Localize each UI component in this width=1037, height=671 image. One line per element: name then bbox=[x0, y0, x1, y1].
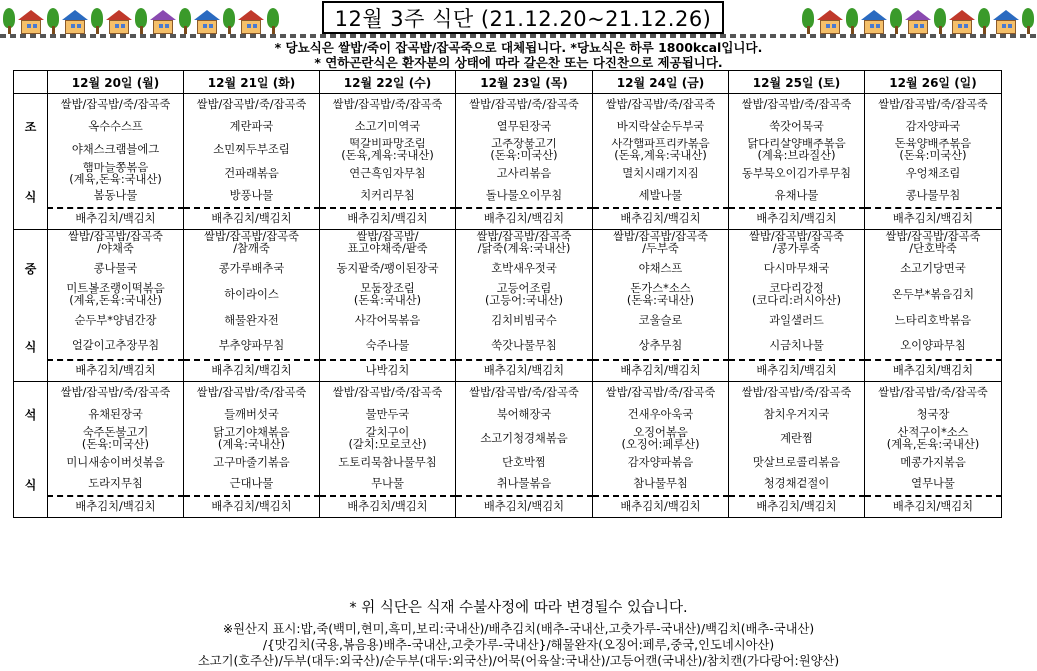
page-title: 12월 3주 식단 (21.12.20~21.12.26) bbox=[322, 1, 724, 34]
menu-body bbox=[14, 94, 1002, 518]
menu-cell: 쌀밥/잡곡밥/죽/잡곡죽 bbox=[48, 94, 184, 116]
meal-label-cell: 식 bbox=[14, 474, 48, 496]
lunch-row bbox=[14, 256, 1002, 282]
menu-cell: 배추김치/백김치 bbox=[184, 208, 320, 230]
tree-icon bbox=[889, 6, 903, 36]
menu-cell: 쌀밥/잡곡밥/죽/잡곡죽 bbox=[456, 382, 593, 404]
dinner-row bbox=[14, 426, 1002, 452]
menu-cell: 쌀밥/잡곡밥/죽/잡곡죽 bbox=[593, 382, 729, 404]
menu-cell: 멸치시래기지짐 bbox=[593, 162, 729, 186]
house-icon bbox=[817, 10, 843, 34]
menu-cell: 미트볼조랭이떡볶음 (계육,돈육:국내산) bbox=[48, 282, 184, 308]
menu-cell: 쌀밥/잡곡밥/잡곡죽 /참깨죽 bbox=[184, 230, 320, 256]
menu-cell: 배추김치/백김치 bbox=[320, 208, 456, 230]
menu-cell: 맛살브로콜리볶음 bbox=[729, 452, 865, 474]
breakfast-row bbox=[14, 162, 1002, 186]
menu-cell: 고등어조림 (고등어:국내산) bbox=[456, 282, 593, 308]
menu-cell: 무나물 bbox=[320, 474, 456, 496]
house-icon bbox=[194, 10, 220, 34]
menu-cell: 열무나물 bbox=[865, 474, 1002, 496]
header-banner bbox=[0, 0, 1037, 36]
menu-cell: 돈가스*소스 (돈육:국내산) bbox=[593, 282, 729, 308]
menu-cell: 쌀밥/잡곡밥/잡곡죽 /닭죽(계육:국내산) bbox=[456, 230, 593, 256]
menu-cell: 얼갈이고추장무침 bbox=[48, 334, 184, 360]
menu-cell: 들깨버섯국 bbox=[184, 404, 320, 426]
meal-label-cell bbox=[14, 230, 48, 256]
origin-info bbox=[0, 621, 1037, 669]
menu-cell: 순두부*양념간장 bbox=[48, 308, 184, 334]
menu-cell: 쌀밥/잡곡밥/잡곡죽 /콩가루죽 bbox=[729, 230, 865, 256]
menu-cell: 유채나물 bbox=[729, 186, 865, 208]
menu-cell: 계란파국 bbox=[184, 116, 320, 138]
menu-cell: 세발나물 bbox=[593, 186, 729, 208]
menu-cell: 쌀밥/잡곡밥/죽/잡곡죽 bbox=[320, 94, 456, 116]
meal-label-cell bbox=[14, 94, 48, 116]
menu-cell: 감자양파볶음 bbox=[593, 452, 729, 474]
dinner-row bbox=[14, 474, 1002, 496]
day-header: 12월 21일 (화) bbox=[184, 71, 320, 94]
menu-cell: 배추김치/백김치 bbox=[456, 360, 593, 382]
menu-cell: 쌀밥/잡곡밥/죽/잡곡죽 bbox=[184, 382, 320, 404]
menu-cell: 배추김치/백김치 bbox=[320, 496, 456, 518]
menu-cell: 청국장 bbox=[865, 404, 1002, 426]
menu-cell: 쑥갓어묵국 bbox=[729, 116, 865, 138]
menu-cell: 동지팥죽/팽이된장국 bbox=[320, 256, 456, 282]
menu-cell: 배추김치/백김치 bbox=[865, 496, 1002, 518]
menu-cell: 소고기당면국 bbox=[865, 256, 1002, 282]
menu-cell: 쌀밥/잡곡밥/잡곡죽 /단호박죽 bbox=[865, 230, 1002, 256]
tree-icon bbox=[266, 6, 280, 36]
menu-cell: 호박새우젓국 bbox=[456, 256, 593, 282]
menu-cell: 배추김치/백김치 bbox=[865, 208, 1002, 230]
menu-cell: 하이라이스 bbox=[184, 282, 320, 308]
menu-cell: 미니새송이버섯볶음 bbox=[48, 452, 184, 474]
menu-cell: 배추김치/백김치 bbox=[593, 360, 729, 382]
house-icon bbox=[238, 10, 264, 34]
lunch-row bbox=[14, 308, 1002, 334]
menu-cell: 배추김치/백김치 bbox=[184, 496, 320, 518]
menu-cell: 배추김치/백김치 bbox=[729, 208, 865, 230]
menu-cell: 해물완자전 bbox=[184, 308, 320, 334]
menu-cell: 근대나물 bbox=[184, 474, 320, 496]
menu-cell: 도라지무침 bbox=[48, 474, 184, 496]
day-header: 12월 24일 (금) bbox=[593, 71, 729, 94]
day-header-row bbox=[14, 71, 1002, 94]
menu-cell: 배추김치/백김치 bbox=[593, 496, 729, 518]
meal-label-cell bbox=[14, 452, 48, 474]
house-icon bbox=[106, 10, 132, 34]
menu-cell: 건파래볶음 bbox=[184, 162, 320, 186]
menu-cell: 숙주돈불고기 (돈육:미국산) bbox=[48, 426, 184, 452]
house-icon bbox=[150, 10, 176, 34]
menu-cell: 배추김치/백김치 bbox=[729, 496, 865, 518]
menu-cell: 쌀밥/잡곡밥/죽/잡곡죽 bbox=[729, 382, 865, 404]
menu-cell: 계란찜 bbox=[729, 426, 865, 452]
menu-cell: 야채스크램블에그 bbox=[48, 138, 184, 162]
decoration-right bbox=[801, 0, 1035, 36]
menu-cell: 쑥갓나물무침 bbox=[456, 334, 593, 360]
meal-label-cell bbox=[14, 496, 48, 518]
menu-cell: 쌀밥/잡곡밥/죽/잡곡죽 bbox=[48, 382, 184, 404]
house-icon bbox=[993, 10, 1019, 34]
meal-label-cell bbox=[14, 138, 48, 162]
menu-cell: 배추김치/백김치 bbox=[865, 360, 1002, 382]
meal-label-cell: 석 bbox=[14, 404, 48, 426]
menu-cell: 메콩가지볶음 bbox=[865, 452, 1002, 474]
origin-line: ※원산지 표시:밥,죽(백미,현미,흑미,보리:국내산)/배추김치(배추-국내산,고춧가루-국내산)/백김치(배추-국내산) bbox=[222, 622, 815, 636]
menu-cell: 갈치구이 (갈치:모로코산) bbox=[320, 426, 456, 452]
menu-cell: 고사리볶음 bbox=[456, 162, 593, 186]
house-icon bbox=[949, 10, 975, 34]
menu-cell: 쌀밥/잡곡밥/죽/잡곡죽 bbox=[729, 94, 865, 116]
meal-label-cell: 조 bbox=[14, 116, 48, 138]
menu-cell: 쌀밥/잡곡밥/죽/잡곡죽 bbox=[320, 382, 456, 404]
menu-cell: 소민찌두부조림 bbox=[184, 138, 320, 162]
menu-cell: 쌀밥/잡곡밥/죽/잡곡죽 bbox=[865, 382, 1002, 404]
tree-icon bbox=[933, 6, 947, 36]
breakfast-row bbox=[14, 116, 1002, 138]
menu-cell: 나박김치 bbox=[320, 360, 456, 382]
tree-icon bbox=[46, 6, 60, 36]
menu-cell: 배추김치/백김치 bbox=[184, 360, 320, 382]
tree-icon bbox=[178, 6, 192, 36]
menu-cell: 우엉채조림 bbox=[865, 162, 1002, 186]
menu-cell: 다시마무채국 bbox=[729, 256, 865, 282]
menu-cell: 떡갈비파망조림 (돈육,계육:국내산) bbox=[320, 138, 456, 162]
menu-cell: 사각햄파프리카볶음 (돈육,계육:국내산) bbox=[593, 138, 729, 162]
menu-cell: 배추김치/백김치 bbox=[456, 208, 593, 230]
menu-cell: 바지락살순두부국 bbox=[593, 116, 729, 138]
menu-cell: 배추김치/백김치 bbox=[48, 360, 184, 382]
menu-cell: 닭다리살양배추볶음 (계육:브라질산) bbox=[729, 138, 865, 162]
origin-line: 소고기(호주산)/두부(대두:외국산)/순두부(대두:외국산)/어묵(어육살:국내산)/고등어캔(국내산)/참치캔(가다랑어:원양산) bbox=[197, 654, 840, 668]
dinner-row bbox=[14, 496, 1002, 518]
lunch-row bbox=[14, 334, 1002, 360]
menu-cell: 쌀밥/잡곡밥/죽/잡곡죽 bbox=[593, 94, 729, 116]
dinner-row bbox=[14, 382, 1002, 404]
menu-cell: 북어해장국 bbox=[456, 404, 593, 426]
lunch-row bbox=[14, 230, 1002, 256]
menu-cell: 방풍나물 bbox=[184, 186, 320, 208]
meal-label-cell: 식 bbox=[14, 186, 48, 208]
menu-cell: 콩나물국 bbox=[48, 256, 184, 282]
menu-cell: 부추양파무침 bbox=[184, 334, 320, 360]
menu-cell: 돈육양배추볶음 (돈육:미국산) bbox=[865, 138, 1002, 162]
day-header: 12월 26일 (일) bbox=[865, 71, 1002, 94]
menu-cell: 물만두국 bbox=[320, 404, 456, 426]
menu-cell: 온두부*볶음김치 bbox=[865, 282, 1002, 308]
menu-cell: 쌀밥/잡곡밥/죽/잡곡죽 bbox=[865, 94, 1002, 116]
menu-cell: 숙주나물 bbox=[320, 334, 456, 360]
menu-cell: 모둠장조림 (돈육:국내산) bbox=[320, 282, 456, 308]
menu-cell: 배추김치/백김치 bbox=[48, 496, 184, 518]
notice-diabetic: * 당뇨식은 쌀밥/죽이 잡곡밥/잡곡죽으로 대체됩니다. *당뇨식은 하루 1800kcal입니다. bbox=[274, 40, 763, 55]
menu-cell: 감자양파국 bbox=[865, 116, 1002, 138]
house-icon bbox=[905, 10, 931, 34]
menu-cell: 콩가루배추국 bbox=[184, 256, 320, 282]
menu-cell: 쌀밥/잡곡밥/잡곡죽 /두부죽 bbox=[593, 230, 729, 256]
breakfast-row bbox=[14, 208, 1002, 230]
menu-cell: 김치비빔국수 bbox=[456, 308, 593, 334]
menu-cell: 사각어묵볶음 bbox=[320, 308, 456, 334]
breakfast-row bbox=[14, 138, 1002, 162]
meal-label-cell bbox=[14, 308, 48, 334]
notice-dysphagia: * 연하곤란식은 환자분의 상태에 따라 갈은찬 또는 다진찬으로 제공됩니다. bbox=[314, 55, 723, 70]
meal-label-cell bbox=[14, 426, 48, 452]
dinner-row bbox=[14, 452, 1002, 474]
tree-icon bbox=[977, 6, 991, 36]
menu-cell: 옥수수스프 bbox=[48, 116, 184, 138]
menu-cell: 청경채겉절이 bbox=[729, 474, 865, 496]
dinner-row bbox=[14, 404, 1002, 426]
menu-cell: 참치우거지국 bbox=[729, 404, 865, 426]
tree-icon bbox=[845, 6, 859, 36]
menu-cell: 열무된장국 bbox=[456, 116, 593, 138]
day-header: 12월 22일 (수) bbox=[320, 71, 456, 94]
meal-label-cell bbox=[14, 162, 48, 186]
house-icon bbox=[18, 10, 44, 34]
menu-cell: 소고기미역국 bbox=[320, 116, 456, 138]
decoration-left bbox=[2, 0, 280, 36]
day-header: 12월 25일 (토) bbox=[729, 71, 865, 94]
meal-label-cell bbox=[14, 360, 48, 382]
menu-cell: 배추김치/백김치 bbox=[456, 496, 593, 518]
tree-icon bbox=[222, 6, 236, 36]
menu-cell: 느타리호박볶음 bbox=[865, 308, 1002, 334]
menu-cell: 쌀밥/잡곡밥/ 표고야채죽/팥죽 bbox=[320, 230, 456, 256]
tree-icon bbox=[134, 6, 148, 36]
breakfast-row bbox=[14, 94, 1002, 116]
menu-cell: 단호박찜 bbox=[456, 452, 593, 474]
menu-cell: 야채스프 bbox=[593, 256, 729, 282]
menu-cell: 유채된장국 bbox=[48, 404, 184, 426]
meal-label-cell: 중 bbox=[14, 256, 48, 282]
menu-cell: 과일샐러드 bbox=[729, 308, 865, 334]
menu-cell: 치커리무침 bbox=[320, 186, 456, 208]
menu-cell: 배추김치/백김치 bbox=[593, 208, 729, 230]
change-notice: * 위 식단은 식재 수불사정에 따라 변경될수 있습니다. bbox=[349, 600, 688, 616]
breakfast-row bbox=[14, 186, 1002, 208]
day-header: 12월 23일 (목) bbox=[456, 71, 593, 94]
menu-cell: 산적구이*소스 (계육,돈육:국내산) bbox=[865, 426, 1002, 452]
meal-label-cell: 식 bbox=[14, 334, 48, 360]
tree-icon bbox=[2, 6, 16, 36]
house-icon bbox=[861, 10, 887, 34]
menu-cell: 봄동나물 bbox=[48, 186, 184, 208]
menu-cell: 고구마줄기볶음 bbox=[184, 452, 320, 474]
menu-cell: 돌나물오이무침 bbox=[456, 186, 593, 208]
menu-cell: 코울슬로 bbox=[593, 308, 729, 334]
menu-cell: 오이양파무침 bbox=[865, 334, 1002, 360]
menu-cell: 배추김치/백김치 bbox=[729, 360, 865, 382]
meal-label-cell bbox=[14, 382, 48, 404]
menu-table bbox=[13, 70, 1002, 518]
tree-icon bbox=[90, 6, 104, 36]
menu-cell: 닭고기야채볶음 (계육:국내산) bbox=[184, 426, 320, 452]
menu-cell: 콩나물무침 bbox=[865, 186, 1002, 208]
menu-cell: 상추무침 bbox=[593, 334, 729, 360]
menu-cell: 동부묵오이김가루무침 bbox=[729, 162, 865, 186]
meal-label-cell bbox=[14, 282, 48, 308]
menu-cell: 쌀밥/잡곡밥/죽/잡곡죽 bbox=[456, 94, 593, 116]
menu-cell: 쌀밥/잡곡밥/잡곡죽 /야채죽 bbox=[48, 230, 184, 256]
menu-cell: 고추장불고기 (돈육:미국산) bbox=[456, 138, 593, 162]
menu-cell: 오징어볶음 (오징어:페루산) bbox=[593, 426, 729, 452]
tree-icon bbox=[801, 6, 815, 36]
menu-cell: 배추김치/백김치 bbox=[48, 208, 184, 230]
menu-cell: 도토리묵참나물무침 bbox=[320, 452, 456, 474]
meal-label-cell bbox=[14, 208, 48, 230]
lunch-row bbox=[14, 282, 1002, 308]
menu-cell: 시금치나물 bbox=[729, 334, 865, 360]
tree-icon bbox=[1021, 6, 1035, 36]
menu-cell: 참나물무침 bbox=[593, 474, 729, 496]
menu-cell: 건새우아욱국 bbox=[593, 404, 729, 426]
menu-cell: 연근흑임자무침 bbox=[320, 162, 456, 186]
menu-cell: 쌀밥/잡곡밥/죽/잡곡죽 bbox=[184, 94, 320, 116]
corner-cell bbox=[14, 71, 48, 94]
menu-cell: 코다리강정 (코다리:러시아산) bbox=[729, 282, 865, 308]
house-icon bbox=[62, 10, 88, 34]
menu-cell: 취나물볶음 bbox=[456, 474, 593, 496]
day-header: 12월 20일 (월) bbox=[48, 71, 184, 94]
menu-cell: 소고기청경채볶음 bbox=[456, 426, 593, 452]
lunch-row bbox=[14, 360, 1002, 382]
menu-cell: 햄마늘쫑볶음 (계육,돈육:국내산) bbox=[48, 162, 184, 186]
origin-line: /{맛김치(국용,볶음용)배추-국내산,고춧가루-국내산}/해물완자(오징어:페루,중국,인도네시아산) bbox=[262, 638, 775, 652]
